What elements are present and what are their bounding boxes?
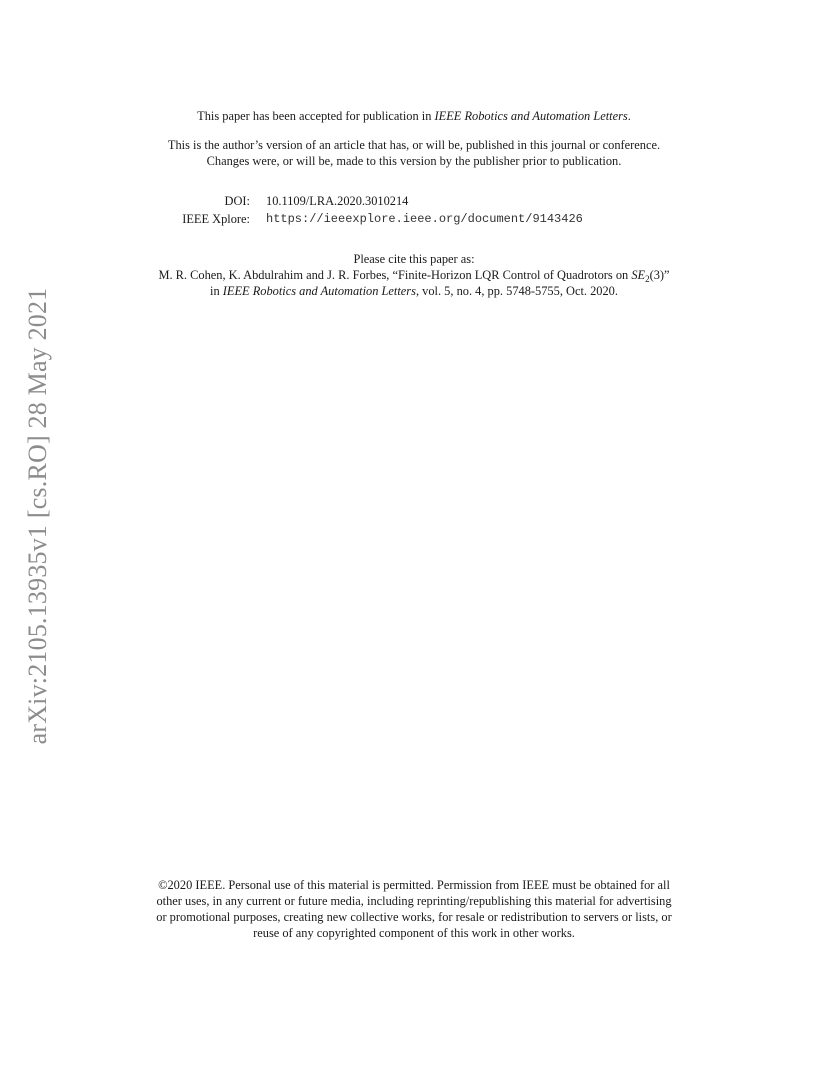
arxiv-identifier-stamp: arXiv:2105.13935v1 [cs.RO] 28 May 2021 — [23, 287, 52, 745]
citation-block — [0, 251, 828, 299]
citation-details: , vol. 5, no. 4, pp. 5748-5755, Oct. 2020. — [415, 284, 618, 298]
xplore-row — [160, 210, 680, 228]
author-version-note — [0, 137, 828, 169]
citation-authors-title: M. R. Cohen, K. Abdulrahim and J. R. Forbes, “Finite-Horizon LQR Control of Quadrotors on — [158, 268, 632, 282]
xplore-link[interactable]: https://ieeexplore.ieee.org/document/9143426 — [266, 212, 583, 226]
doi-value: 10.1109/LRA.2020.3010214 — [266, 194, 409, 208]
citation-title-close: ” — [664, 268, 670, 282]
citation-line-1 — [0, 267, 828, 283]
version-note-line: This is the author’s version of an article that has, or will be, published in this journal or conference. — [167, 138, 661, 152]
identifiers-block — [160, 192, 680, 228]
math-main: SE — [631, 268, 646, 282]
citation-journal: IEEE Robotics and Automation Letters — [222, 284, 416, 298]
math-se23 — [631, 268, 664, 282]
math-subscript: 2 — [645, 274, 650, 284]
copyright-line: ©2020 IEEE. Personal use of this material is permitted. Permission from IEEE must be obtained for all — [158, 878, 670, 892]
citation-heading: Please cite this paper as: — [353, 252, 475, 266]
copyright-line: reuse of any copyrighted component of this work in other works. — [253, 926, 575, 940]
acceptance-prefix: This paper has been accepted for publication in — [197, 109, 435, 123]
doi-row — [160, 192, 680, 210]
version-note-line: Changes were, or will be, made to this version by the publisher prior to publication. — [206, 154, 622, 168]
copyright-line: other uses, in any current or future media, including reprinting/republishing this material for advertising — [156, 894, 672, 908]
copyright-line: or promotional purposes, creating new collective works, for resale or redistribution to servers or lists, or — [156, 910, 672, 924]
acceptance-suffix: . — [627, 109, 631, 123]
citation-in: in — [210, 284, 223, 298]
citation-line-2 — [0, 283, 828, 299]
acceptance-journal: IEEE Robotics and Automation Letters — [434, 109, 628, 123]
xplore-label: IEEE Xplore: — [182, 212, 250, 226]
doi-label: DOI: — [224, 194, 250, 208]
math-argument: (3) — [649, 268, 665, 282]
acceptance-notice — [0, 108, 828, 124]
copyright-notice — [0, 877, 828, 941]
